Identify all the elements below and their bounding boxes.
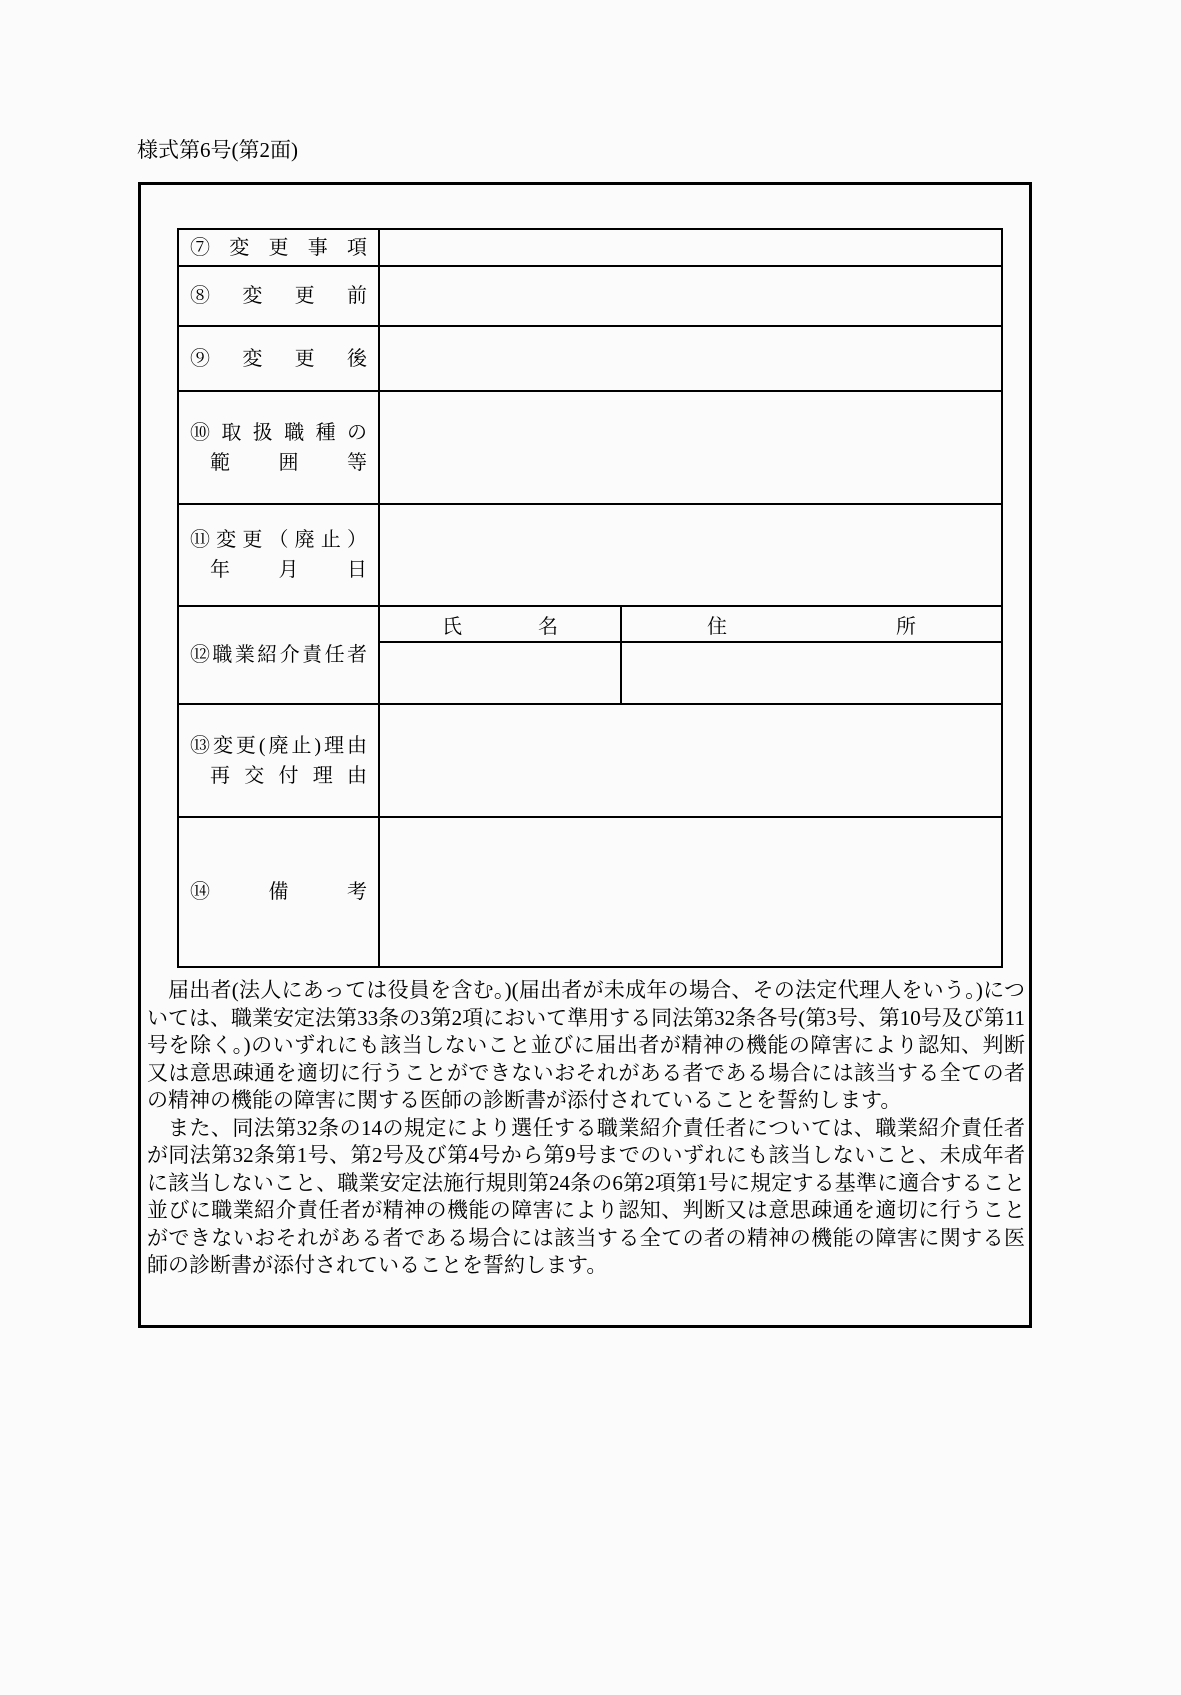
change-reason-field[interactable] [380,705,1001,816]
table-row [179,705,1001,818]
form-number-title: 様式第6号(第2面) [137,138,298,162]
change-items-field[interactable] [380,230,1001,265]
placement-manager-columns [380,607,1001,703]
manager-name-field[interactable] [380,643,622,703]
row-job-scope-label: ⑩取扱職種の 範囲等 [179,392,380,503]
name-column-header: 氏名 [380,607,622,641]
table-row [179,505,1001,607]
manager-address-field[interactable] [622,643,1001,703]
table-row [179,607,1001,705]
declaration-text [147,977,1025,1280]
job-scope-field[interactable] [380,392,1001,503]
declaration-paragraph-applicant: 届出者(法人にあっては役員を含む。)(届出者が未成年の場合、その法定代理人をいう。)については、職業安定法第33条の3第2項において準用する同法第32条各号(第3号、第10号及び第11号を除く。)のいずれにも該当しないこと並びに届出者が精神の機能の障害により認知、判断又は意思疎通を適切に行うことができないおそれがある者である場合には該当する全ての者の精神の機能の障害に関する医師の診断書が添付されていることを誓約します。 [147,978,1025,1112]
row-before-change-label: ⑧変更前 [179,267,380,325]
change-details-table [177,228,1003,968]
change-date-field[interactable] [380,505,1001,605]
row-change-reason-label: ⑬変更(廃止)理由 再交付理由 [179,705,380,816]
placement-manager-header-row [380,607,1001,643]
row-change-items-label: ⑦変更事項 [179,230,380,265]
after-change-field[interactable] [380,327,1001,390]
table-row [179,818,1001,966]
before-change-field[interactable] [380,267,1001,325]
table-row [179,392,1001,505]
table-row [179,230,1001,267]
table-row [179,267,1001,327]
table-row [179,327,1001,392]
declaration-paragraph-manager: また、同法第32条の14の規定により選任する職業紹介責任者については、職業紹介責任者が同法第32条第1号、第2号及び第4号から第9号までのいずれにも該当しないこと、未成年者に該当しないこと、職業安定法施行規則第24条の6第2項第1号に規定する基準に適合すること並びに職業紹介責任者が精神の機能の障害により認知、判断又は意思疎通を適切に行うことができないおそれがある者である場合には該当する全ての者の精神の機能の障害に関する医師の診断書が添付されていることを誓約します。 [147,1115,1025,1277]
placement-manager-value-row [380,643,1001,703]
row-change-date-label: ⑪変更（廃止） 年月日 [179,505,380,605]
address-column-header: 住所 [707,615,916,638]
remarks-field[interactable] [380,818,1001,966]
form-border-box [138,182,1032,1328]
row-placement-manager-label: ⑫職業紹介責任者 [179,607,380,703]
row-after-change-label: ⑨変更後 [179,327,380,390]
row-remarks-label: ⑭備考 [179,818,380,966]
